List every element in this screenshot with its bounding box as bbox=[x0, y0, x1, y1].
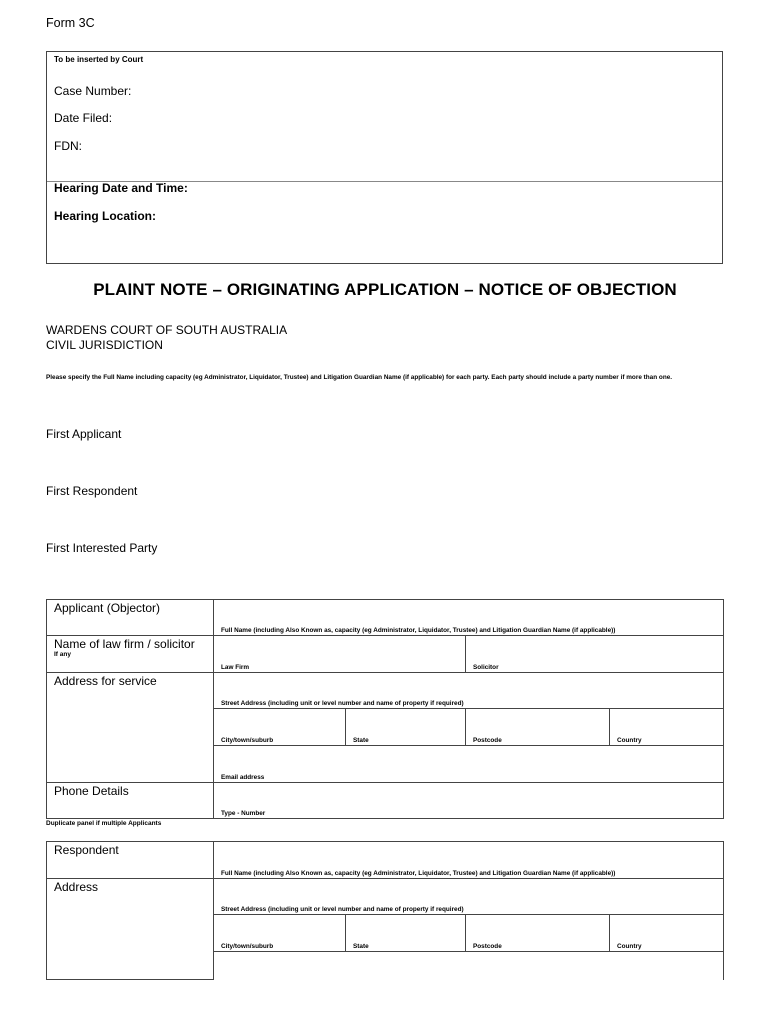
first-respondent-label: First Respondent bbox=[46, 484, 138, 498]
law-firm-field[interactable] bbox=[214, 636, 466, 673]
respondent-postcode-caption: Postcode bbox=[473, 943, 502, 950]
city-caption: City/town/suburb bbox=[221, 737, 274, 744]
respondent-label-cell bbox=[47, 842, 214, 879]
respondent-city-caption: City/town/suburb bbox=[221, 943, 274, 950]
country-field[interactable] bbox=[610, 709, 724, 746]
solicitor-caption: Solicitor bbox=[473, 664, 499, 671]
duplicate-panel-note: Duplicate panel if multiple Applicants bbox=[46, 820, 162, 827]
respondent-street-field[interactable] bbox=[214, 879, 724, 915]
respondent-full-name-field[interactable] bbox=[214, 842, 724, 879]
email-caption: Email address bbox=[221, 774, 265, 781]
date-filed-field: Date Filed: bbox=[54, 111, 113, 125]
respondent-postcode-field[interactable] bbox=[466, 915, 610, 952]
country-caption: Country bbox=[617, 737, 642, 744]
form-number: Form 3C bbox=[46, 16, 95, 30]
postcode-caption: Postcode bbox=[473, 737, 502, 744]
first-interested-party-label: First Interested Party bbox=[46, 541, 158, 555]
address-for-service-label-cell bbox=[47, 673, 214, 783]
street-address-caption: Street Address (including unit or level number and name of property if required) bbox=[221, 700, 464, 707]
respondent-country-caption: Country bbox=[617, 943, 642, 950]
respondent-extra-field[interactable] bbox=[214, 952, 724, 980]
respondent-address-label: Address bbox=[54, 880, 99, 894]
state-field[interactable] bbox=[346, 709, 466, 746]
hearing-date-field: Hearing Date and Time: bbox=[54, 181, 188, 195]
state-caption: State bbox=[353, 737, 369, 744]
law-firm-label: Name of law firm / solicitor bbox=[54, 637, 195, 651]
email-field[interactable] bbox=[214, 746, 724, 783]
respondent-full-name-caption: Full Name (including Also Known as, capacity (eg Administrator, Liquidator, Trustee) and Litigation Guardian Name (if applicable)) bbox=[221, 870, 616, 877]
jurisdiction bbox=[46, 323, 287, 353]
applicant-panel bbox=[46, 599, 724, 819]
form-title: PLAINT NOTE – ORIGINATING APPLICATION – NOTICE OF OBJECTION bbox=[93, 280, 677, 299]
court-box-heading: To be inserted by Court bbox=[54, 55, 144, 64]
court-use-box bbox=[46, 51, 723, 264]
law-firm-sublabel: If any bbox=[54, 651, 71, 658]
respondent-state-field[interactable] bbox=[346, 915, 466, 952]
respondent-state-caption: State bbox=[353, 943, 369, 950]
applicant-label: Applicant (Objector) bbox=[54, 601, 161, 615]
applicant-full-name-field[interactable] bbox=[214, 600, 724, 636]
phone-label: Phone Details bbox=[54, 784, 129, 798]
applicant-label-cell bbox=[47, 600, 214, 636]
case-number-field: Case Number: bbox=[54, 84, 132, 98]
first-applicant-label: First Applicant bbox=[46, 427, 122, 441]
full-name-caption: Full Name (including Also Known as, capacity (eg Administrator, Liquidator, Trustee) and Litigation Guardian Name (if applicable)) bbox=[221, 627, 616, 634]
party-instructions: Please specify the Full Name including capacity (eg Administrator, Liquidator, Trustee) and Litigation Guardian Name (if applicable) for each party. Each party should include a party number if more than one. bbox=[46, 374, 673, 381]
phone-field[interactable] bbox=[214, 783, 724, 819]
street-address-field[interactable] bbox=[214, 673, 724, 709]
address-for-service-label: Address for service bbox=[54, 674, 157, 688]
respondent-panel bbox=[46, 841, 724, 980]
hearing-location-field: Hearing Location: bbox=[54, 209, 157, 223]
respondent-country-field[interactable] bbox=[610, 915, 724, 952]
law-firm-caption: Law Firm bbox=[221, 664, 250, 671]
respondent-address-label-cell bbox=[47, 879, 214, 980]
respondent-city-field[interactable] bbox=[214, 915, 346, 952]
city-field[interactable] bbox=[214, 709, 346, 746]
phone-caption: Type - Number bbox=[221, 810, 266, 817]
phone-label-cell bbox=[47, 783, 214, 819]
fdn-field: FDN: bbox=[54, 139, 82, 153]
respondent-label: Respondent bbox=[54, 843, 119, 857]
law-firm-label-cell bbox=[47, 636, 214, 673]
postcode-field[interactable] bbox=[466, 709, 610, 746]
solicitor-field[interactable] bbox=[466, 636, 724, 673]
court-name: WARDENS COURT OF SOUTH AUSTRALIA bbox=[46, 323, 288, 337]
respondent-street-caption: Street Address (including unit or level number and name of property if required) bbox=[221, 906, 464, 913]
jurisdiction-division: CIVIL JURISDICTION bbox=[46, 338, 163, 352]
